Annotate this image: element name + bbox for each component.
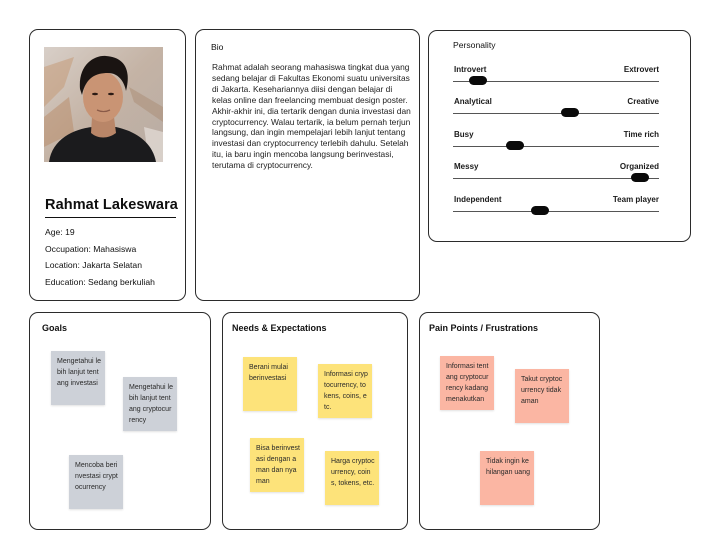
trait-left-label: Busy — [454, 130, 474, 139]
profile-card — [29, 29, 186, 301]
slider-track — [453, 146, 659, 147]
bio-text: Rahmat adalah seorang mahasiswa tingkat dua yang sedang belajar di Fakultas Ekonomi suatu universitas di Jakarta. Kesehariannya diisi dengan belajar di kelas online dan freelancing membuat design poster. Akhir-akhir ini, dia tertarik dengan dunia investasi dan cryptocurrency. Walau tertarik, ia belum pernah terjun langsung, dan ingin mempelajari lebih lanjut tentang investasi dan cryptocurrency terlebih dahulu. Setelah itu, ia baru ingin mencoba langsung berinvestasi, terutama di cryptocurrency. — [212, 62, 411, 171]
fact-location: Location: Jakarta Selatan — [45, 260, 142, 270]
trait-right-label: Extrovert — [623, 65, 659, 74]
profile-photo — [44, 47, 163, 162]
sticky-note[interactable]: Mengetahui lebih lanjut tentang cryptocurrency — [123, 377, 177, 431]
trait-left-label: Independent — [454, 195, 502, 204]
sticky-note[interactable]: Informasi tentang cryptocurrency kadang menakutkan — [440, 356, 494, 410]
fact-age: Age: 19 — [45, 227, 75, 237]
sticky-note[interactable]: Mencoba berinvestasi cryptocurrency — [69, 455, 123, 509]
trait-busy-timerich — [453, 130, 659, 156]
trait-messy-organized — [453, 162, 659, 188]
goals-title: Goals — [42, 323, 68, 333]
slider-track — [453, 211, 659, 212]
trait-right-label: Team player — [612, 195, 659, 204]
trait-left-label: Introvert — [454, 65, 487, 74]
slider-knob[interactable] — [531, 206, 549, 215]
sticky-note[interactable]: Bisa berinvestasi dengan aman dan nyaman — [250, 438, 304, 492]
sticky-note[interactable]: Berani mulai berinvestasi — [243, 357, 297, 411]
sticky-note[interactable]: Takut cryptocurrency tidak aman — [515, 369, 569, 423]
bio-card — [195, 29, 420, 301]
personality-card — [428, 30, 691, 242]
bio-title: Bio — [211, 42, 224, 52]
personality-title: Personality — [453, 40, 496, 50]
needs-title: Needs & Expectations — [232, 323, 327, 333]
sticky-note[interactable]: Informasi cryptocurrency, tokens, coins, etc. — [318, 364, 372, 418]
fact-education: Education: Sedang berkuliah — [45, 276, 155, 287]
trait-right-label: Time rich — [623, 130, 659, 139]
trait-independent-teamplayer — [453, 195, 659, 221]
trait-analytical-creative — [453, 97, 659, 123]
slider-track — [453, 113, 659, 114]
trait-right-label: Creative — [627, 97, 659, 106]
trait-left-label: Analytical — [454, 97, 492, 106]
persona-name: Rahmat Lakeswara — [45, 197, 176, 218]
sticky-note[interactable]: Mengetahui lebih lanjut tentang investasi — [51, 351, 105, 405]
pain-points-card — [419, 312, 600, 530]
portrait-image — [44, 47, 163, 162]
pain-points-title: Pain Points / Frustrations — [429, 323, 539, 333]
trait-introvert-extrovert — [453, 65, 659, 91]
slider-track — [453, 178, 659, 179]
needs-expectations-card — [222, 312, 408, 530]
goals-card — [29, 312, 211, 530]
fact-occupation: Occupation: Mahasiswa — [45, 243, 137, 254]
trait-right-label: Organized — [619, 162, 659, 171]
sticky-note[interactable]: Tidak ingin kehilangan uang — [480, 451, 534, 505]
slider-knob[interactable] — [631, 173, 649, 182]
slider-knob[interactable] — [506, 141, 524, 150]
slider-knob[interactable] — [561, 108, 579, 117]
slider-knob[interactable] — [469, 76, 487, 85]
sticky-note[interactable]: Harga cryptocurrency, coins, tokens, etc. — [325, 451, 379, 505]
trait-left-label: Messy — [454, 162, 479, 171]
persona-facts — [45, 226, 155, 292]
